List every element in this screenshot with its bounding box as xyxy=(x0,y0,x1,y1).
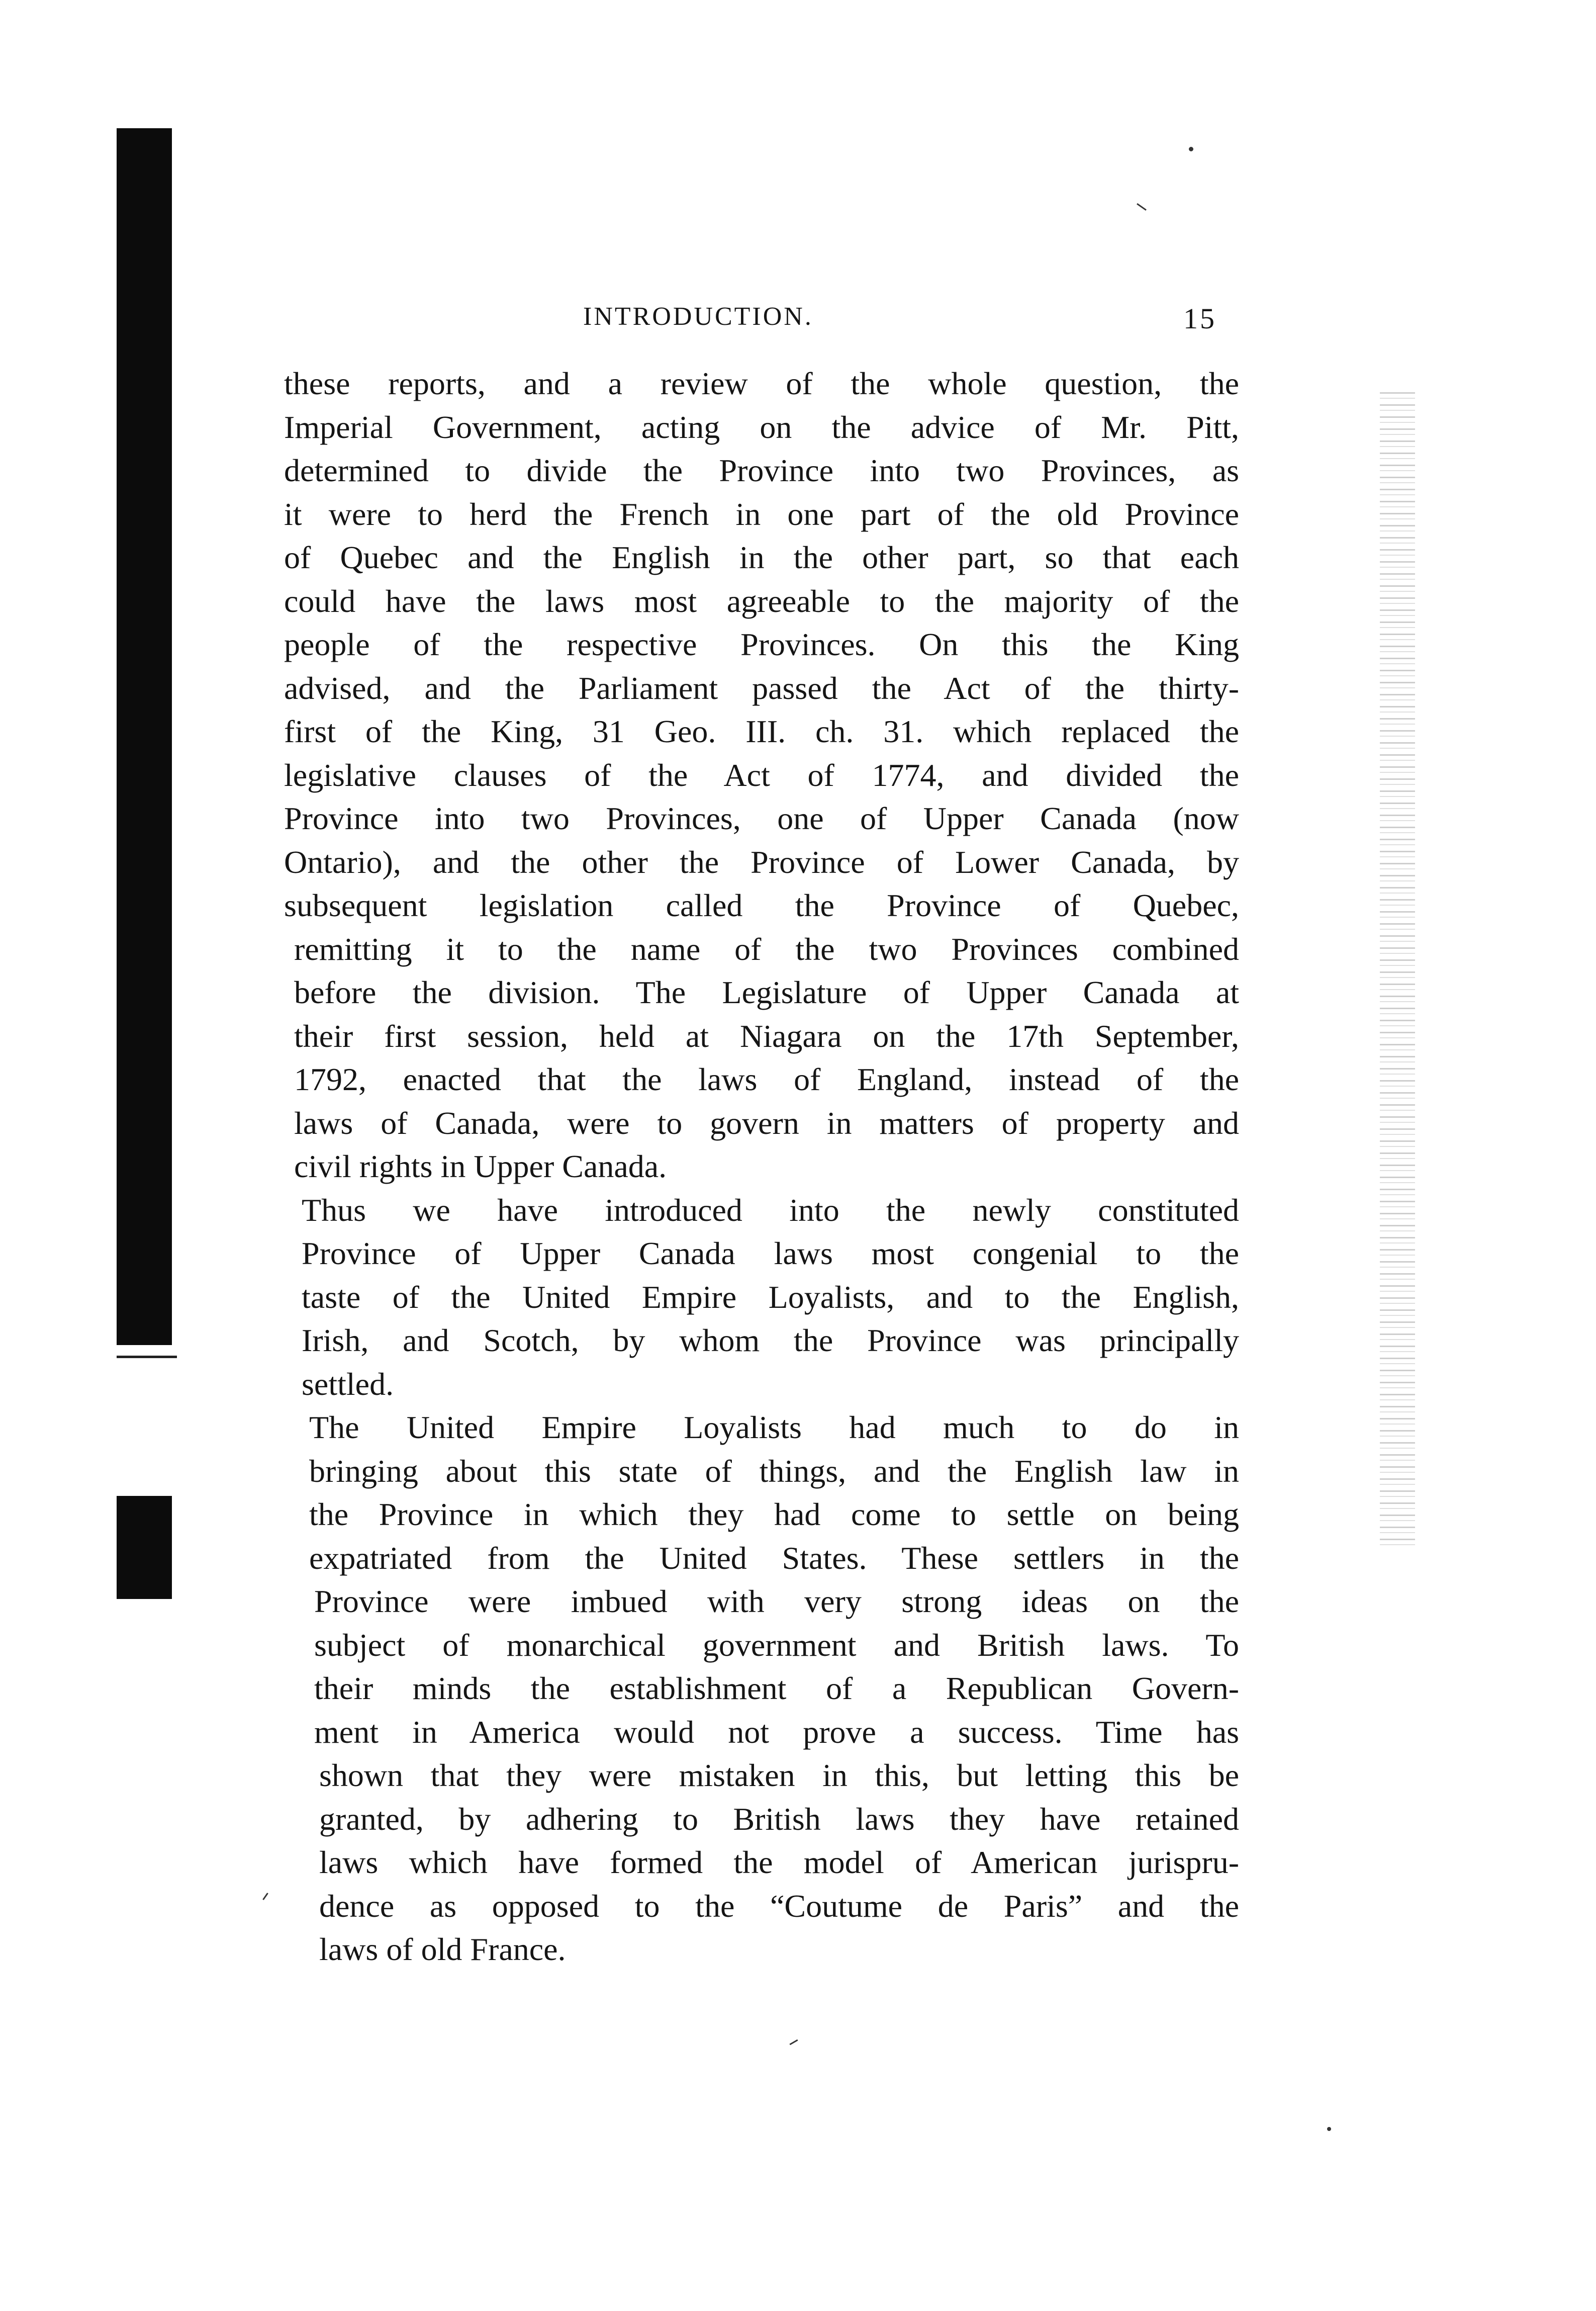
text-line: the Province in which they had come to settle on being xyxy=(309,1496,1239,1532)
text-line: expatriated from the United States. These settlers in the xyxy=(309,1540,1239,1576)
text-line: taste of the United Empire Loyalists, and to the English, xyxy=(302,1279,1239,1315)
text-line: laws of old France. xyxy=(319,1931,566,1967)
paragraph-start: The United Empire Loyalists had much to do in xyxy=(309,1409,1239,1445)
speck xyxy=(789,2039,798,2046)
text-line: determined to divide the Province into two Provinces, as xyxy=(284,453,1239,488)
text-line: Ontario), and the other the Province of Lower Canada, by xyxy=(284,844,1239,880)
running-head: INTRODUCTION. xyxy=(583,302,813,331)
speck xyxy=(1327,2127,1331,2131)
text-line: these reports, and a review of the whole question, the xyxy=(284,366,1239,401)
text-line: settled. xyxy=(302,1366,394,1402)
body-text xyxy=(284,362,1239,1972)
text-line: Imperial Government, acting on the advice of Mr. Pitt, xyxy=(284,409,1239,445)
text-line: laws which have formed the model of American jurispru- xyxy=(319,1844,1239,1880)
text-line: dence as opposed to the “Coutume de Paris” and the xyxy=(319,1888,1239,1924)
text-line: Province into two Provinces, one of Upper Canada (now xyxy=(284,801,1239,836)
text-line: laws of Canada, were to govern in matters of property and xyxy=(294,1105,1239,1141)
text-line: it were to herd the French in one part of the old Province xyxy=(284,496,1239,532)
text-line: Irish, and Scotch, by whom the Province was principally xyxy=(302,1322,1239,1358)
text-line: first of the King, 31 Geo. III. ch. 31. which replaced the xyxy=(284,714,1239,749)
text-line: 1792, enacted that the laws of England, instead of the xyxy=(294,1061,1239,1097)
text-line: civil rights in Upper Canada. xyxy=(294,1148,667,1184)
page-number: 15 xyxy=(1183,302,1216,335)
text-line: subsequent legislation called the Province of Quebec, xyxy=(284,887,1239,923)
speck xyxy=(262,1893,268,1900)
text-line: remitting it to the name of the two Provinces combined xyxy=(294,931,1239,967)
text-line: their first session, held at Niagara on the 17th September, xyxy=(294,1018,1239,1054)
binding-mark xyxy=(117,1496,172,1599)
text-line: advised, and the Parliament passed the Act of the thirty- xyxy=(284,670,1239,706)
text-line: bringing about this state of things, and the English law in xyxy=(309,1453,1239,1489)
text-line: their minds the establishment of a Republican Govern- xyxy=(314,1670,1239,1706)
binding-rule xyxy=(117,1356,177,1358)
page-header xyxy=(583,302,1216,342)
text-line: shown that they were mistaken in this, but letting this be xyxy=(319,1757,1239,1793)
speck xyxy=(1189,147,1193,151)
text-line: subject of monarchical government and British laws. To xyxy=(314,1627,1239,1663)
paragraph-start: Thus we have introduced into the newly constituted xyxy=(302,1192,1239,1228)
text-line: people of the respective Provinces. On this the King xyxy=(284,627,1239,662)
speck xyxy=(1137,203,1147,211)
text-line: ment in America would not prove a success. Time has xyxy=(314,1714,1239,1750)
text-line: granted, by adhering to British laws they have retained xyxy=(319,1801,1239,1837)
text-line: Province of Upper Canada laws most congenial to the xyxy=(302,1235,1239,1271)
text-line: could have the laws most agreeable to the majority of the xyxy=(284,583,1239,619)
page-edge-noise xyxy=(1380,392,1415,1549)
text-line: of Quebec and the English in the other part, so that each xyxy=(284,540,1239,575)
text-line: legislative clauses of the Act of 1774, and divided the xyxy=(284,757,1239,793)
text-line: Province were imbued with very strong ideas on the xyxy=(314,1583,1239,1619)
text-line: before the division. The Legislature of Upper Canada at xyxy=(294,974,1239,1010)
binding-shadow xyxy=(117,128,172,1345)
